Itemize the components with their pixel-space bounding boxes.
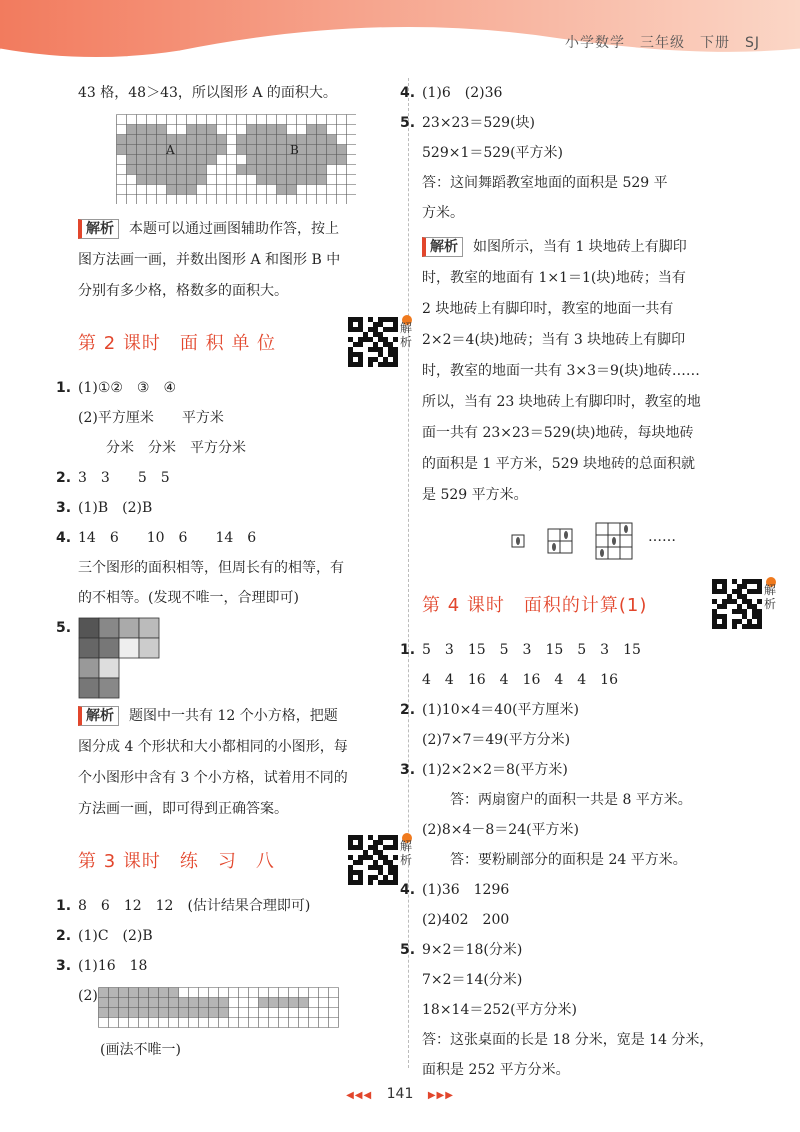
l2-q1: 1. (1)①② ③ ④ xyxy=(56,380,177,396)
l4-q4-b: (2)402 200 xyxy=(422,912,510,928)
page-header xyxy=(0,0,800,60)
r-q5-l2: 529×1＝529(平方米) xyxy=(422,145,564,161)
l4-q5: 5. 9×2＝18(分米) xyxy=(400,942,523,958)
r-q5-l3: 答：这间舞蹈教室地面的面积是 529 平 xyxy=(422,175,668,191)
l4-q2-b: (2)7×7＝49(平方分米) xyxy=(422,732,571,748)
footprint-grids xyxy=(510,521,710,565)
qr-label: 解析 xyxy=(400,321,413,349)
l4-q2: 2. (1)10×4＝40(平方厘米) xyxy=(400,702,580,718)
l2-q1-b: (2)平方厘米 平方米 xyxy=(78,410,224,426)
intro-text: 43 格，48＞43，所以图形 A 的面积大。 xyxy=(78,85,337,101)
lesson-3-header xyxy=(78,839,413,885)
analysis-block-1: 解析 本题可以通过画图辅助作答，按上 图方法画一画，并数出图形 A 和图形 B 中 分别有多少格，格数多的面积大。 xyxy=(78,221,341,299)
grid-figure-ab xyxy=(116,114,356,204)
l2-q4-note2: 的不相等。(发现不唯一，合理即可) xyxy=(78,590,299,606)
analysis-block-3: 解析 如图所示，当有 1 块地砖上有脚印 时，教室的地面有 1×1＝1(块)地砖；当有 2 块地砖上有脚印时，教室的地面一共有 2×2＝4(块)地砖；当有 3 块地砖上有脚印 时，教室的地面一共有 3×3＝9(块)地砖…… 所以，当有 23 块地砖上有脚印时，教室的地 面一共有 23×23＝529(块)地砖，每块地砖 的面积是 1 平方米，529 块地砖的总面积就 是 529 平方米。 xyxy=(422,239,701,503)
ellipsis: …… xyxy=(648,529,676,545)
right-column xyxy=(400,78,777,1085)
l-shape-figure xyxy=(78,617,162,701)
l4-q4: 4. (1)36 1296 xyxy=(400,882,510,898)
analysis-tag: 解析 xyxy=(422,237,463,257)
qr-label: 解析 xyxy=(400,839,413,867)
analysis-tag: 解析 xyxy=(78,706,119,726)
qr-code-icon[interactable] xyxy=(348,317,398,367)
qr-label: 解析 xyxy=(764,583,777,611)
column-divider xyxy=(408,78,409,1068)
l4-q5-b: 7×2＝14(分米) xyxy=(422,972,523,988)
l4-q1: 1. 5 3 15 5 3 15 5 3 15 xyxy=(400,642,641,658)
prev-arrows-icon: ◀◀◀ xyxy=(346,1090,373,1101)
l4-q5-e: 面积是 252 平方分米。 xyxy=(422,1062,570,1078)
l4-q1-row2: 4 4 16 4 16 4 4 16 xyxy=(422,672,618,688)
qr-code-icon[interactable] xyxy=(712,579,762,629)
l4-q5-d: 答：这张桌面的长是 18 分米，宽是 14 分米， xyxy=(422,1032,714,1048)
page-number-text: 141 xyxy=(386,1086,414,1102)
l2-q2: 2. 3 3 5 5 xyxy=(56,470,170,486)
lesson-4-title: 第 4 课时 面积的计算(1) xyxy=(422,595,648,616)
r-q5-l4: 方米。 xyxy=(422,205,464,221)
l3-q2: 2. (1)C (2)B xyxy=(56,928,153,944)
r-q5: 5. 23×23＝529(块) xyxy=(400,115,536,131)
r-q4: 4. (1)6 (2)36 xyxy=(400,85,503,101)
footprint-figures xyxy=(422,519,762,569)
lesson-3-title: 第 3 课时 练 习 八 xyxy=(78,851,275,872)
l4-q5-c: 18×14＝252(平方分米) xyxy=(422,1002,578,1018)
grid-figure-practice xyxy=(98,987,344,1037)
l3-q3-note: (画法不唯一) xyxy=(100,1042,181,1058)
left-column xyxy=(56,78,413,1065)
l4-q3-b-ans: 答：要粉刷部分的面积是 24 平方米。 xyxy=(450,852,687,868)
lesson-2-title: 第 2 课时 面 积 单 位 xyxy=(78,333,277,354)
footprint-icon xyxy=(516,537,520,545)
lesson-4-header xyxy=(422,583,777,629)
label-b: B xyxy=(290,143,299,157)
l4-q3-a-ans: 答：两扇窗户的面积一共是 8 平方米。 xyxy=(450,792,692,808)
label-a: A xyxy=(166,143,175,157)
l2-q1-c: 分米 分米 平方分米 xyxy=(106,440,246,456)
l2-q4: 4. 14 6 10 6 14 6 xyxy=(56,530,257,546)
analysis-block-2: 解析 题图中一共有 12 个小方格，把题 图分成 4 个形状和大小都相同的小图形，每 个小图形中含有 3 个小方格，试着用不同的 方法画一画，即可得到正确答案。 xyxy=(78,708,348,817)
l3-q1: 1. 8 6 12 12 (估计结果合理即可) xyxy=(56,898,311,914)
header-title: 小学数学 三年级 下册 SJ xyxy=(564,35,760,51)
l2-q3: 3. (1)B (2)B xyxy=(56,500,153,516)
page-number xyxy=(0,1086,800,1102)
qr-code-icon[interactable] xyxy=(348,835,398,885)
l2-q4-note1: 三个图形的面积相等，但周长有的相等，有 xyxy=(78,560,344,576)
l4-q3: 3. (1)2×2×2＝8(平方米) xyxy=(400,762,568,778)
next-arrows-icon: ▶▶▶ xyxy=(427,1090,454,1101)
analysis-tag: 解析 xyxy=(78,219,119,239)
l4-q3-b: (2)8×4－8＝24(平方米) xyxy=(422,822,580,838)
l2-q5: 5. xyxy=(78,613,398,695)
l3-q3: 3. (1)16 18 xyxy=(56,958,148,974)
l3-q3-sub2: (2) xyxy=(78,981,398,1035)
lesson-2-header xyxy=(78,321,413,367)
